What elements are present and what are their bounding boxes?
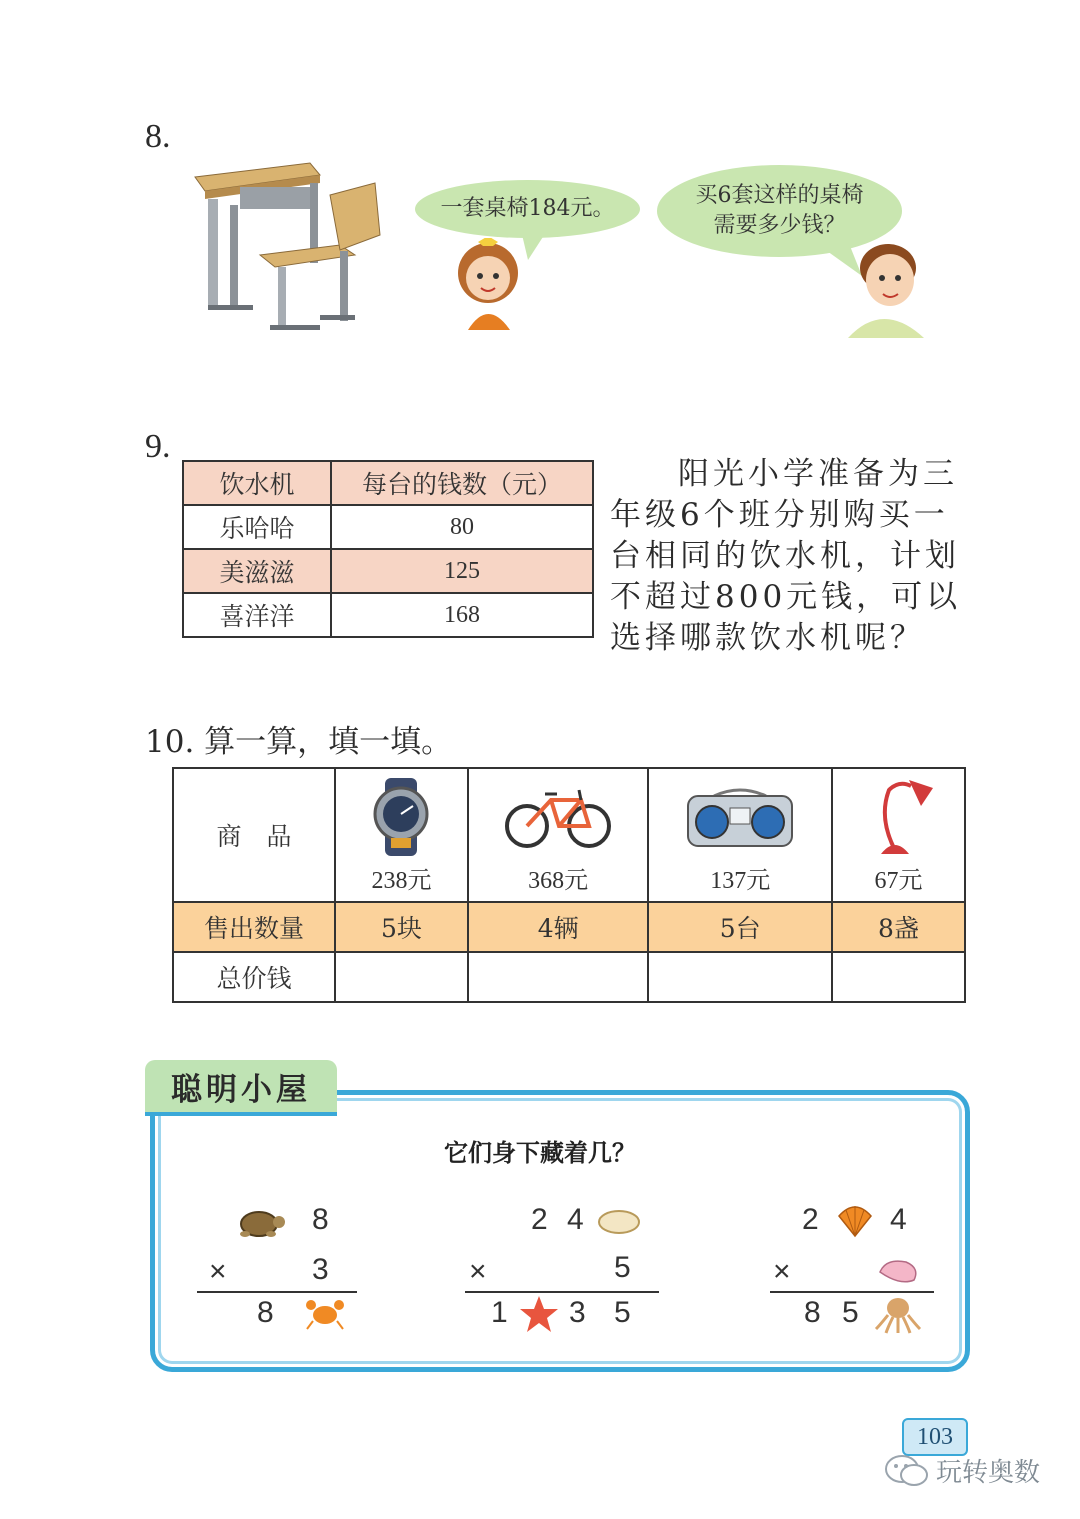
question-9-number: 9. xyxy=(145,428,171,465)
dispenser-name: 美滋滋 xyxy=(183,549,331,593)
girl-speech-text: 一套桌椅184元。 xyxy=(440,196,615,221)
p2-result-digit-3: 3 xyxy=(569,1296,586,1329)
p2-multiplier: 5 xyxy=(614,1251,631,1284)
goods-cell xyxy=(335,768,468,902)
turtle-icon xyxy=(235,1204,287,1240)
lamp-total-blank xyxy=(832,952,965,1002)
goods-cell xyxy=(468,768,648,902)
watch-total-blank xyxy=(335,952,468,1002)
p2-multiply-sign: × xyxy=(469,1255,487,1288)
quantity-row xyxy=(173,902,965,952)
question-9-line: 阳光小学准备为三 xyxy=(678,456,958,492)
bicycle-total-blank xyxy=(468,952,648,1002)
p1-line xyxy=(197,1291,357,1293)
question-9-line: 台相同的饮水机，计划 xyxy=(610,538,960,574)
starfish-icon xyxy=(519,1294,559,1334)
boy-character-icon xyxy=(838,238,928,338)
radio-icon xyxy=(684,784,796,850)
clever-corner-title: 聪明小屋 xyxy=(145,1060,337,1116)
p1-top-digit: 8 xyxy=(312,1203,329,1236)
total-row xyxy=(173,952,965,1002)
conch-icon xyxy=(876,1256,922,1286)
watermark xyxy=(884,1452,1040,1489)
water-dispenser-table xyxy=(182,460,594,638)
p3-top-digit-1: 2 xyxy=(802,1203,819,1236)
question-8-number: 8. xyxy=(145,118,171,155)
question-10-title: 10. 算一算，填一填。 xyxy=(145,724,453,760)
bicycle-icon xyxy=(503,780,613,850)
table-row xyxy=(183,549,593,593)
desk-chair-image xyxy=(190,155,385,340)
p1-multiply-sign: × xyxy=(209,1255,227,1288)
p1-multiplier: 3 xyxy=(312,1253,329,1286)
octopus-icon xyxy=(874,1295,922,1335)
puzzle-3 xyxy=(770,1200,935,1340)
watch-quantity: 5块 xyxy=(335,902,468,952)
p2-result-digit-1: 1 xyxy=(491,1296,508,1329)
p1-result-digit: 8 xyxy=(257,1296,274,1329)
table-row xyxy=(183,505,593,549)
page-number: 103 xyxy=(902,1418,968,1456)
clever-corner-question: 它们身下藏着几？ xyxy=(444,1139,636,1167)
watch-price: 238元 xyxy=(371,868,432,894)
dispenser-price: 168 xyxy=(331,593,593,637)
goods-table xyxy=(172,767,966,1003)
goods-cell xyxy=(832,768,965,902)
puzzle-2 xyxy=(465,1200,660,1340)
p2-line xyxy=(465,1291,659,1293)
p3-line xyxy=(770,1291,934,1293)
p3-result-digit-2: 5 xyxy=(842,1296,859,1329)
p2-result-digit-4: 5 xyxy=(614,1296,631,1329)
p3-multiply-sign: × xyxy=(773,1255,791,1288)
lamp-price: 67元 xyxy=(874,868,923,894)
question-9-text xyxy=(610,454,990,659)
dispenser-name: 喜洋洋 xyxy=(183,593,331,637)
puzzle-1 xyxy=(195,1200,360,1340)
table-row xyxy=(183,593,593,637)
dispenser-price: 125 xyxy=(331,549,593,593)
p2-top-digit-2: 4 xyxy=(567,1203,584,1236)
radio-price: 137元 xyxy=(710,868,771,894)
p3-result-digit-1: 8 xyxy=(804,1296,821,1329)
radio-quantity: 5台 xyxy=(648,902,832,952)
goods-row xyxy=(173,768,965,902)
crab-icon xyxy=(305,1297,345,1331)
dispenser-price: 80 xyxy=(331,505,593,549)
lamp-icon xyxy=(859,776,939,858)
radio-total-blank xyxy=(648,952,832,1002)
question-9-line: 选择哪款饮水机呢？ xyxy=(610,620,925,656)
watermark-text: 玩转奥数 xyxy=(936,1458,1041,1488)
table-header-price: 每台的钱数（元） xyxy=(331,461,593,505)
row-label-goods: 商 品 xyxy=(173,768,335,902)
girl-character-icon xyxy=(448,238,533,333)
dispenser-name: 乐哈哈 xyxy=(183,505,331,549)
wechat-icon xyxy=(884,1453,930,1489)
question-9-line: 不超过800元钱，可以 xyxy=(610,579,962,615)
shell-icon xyxy=(597,1208,641,1236)
row-label-quantity: 售出数量 xyxy=(173,902,335,952)
p2-top-digit-1: 2 xyxy=(531,1203,548,1236)
row-label-total: 总价钱 xyxy=(173,952,335,1002)
p3-top-digit-3: 4 xyxy=(890,1203,907,1236)
table-header-dispenser: 饮水机 xyxy=(183,461,331,505)
boy-speech-line1: 买6套这样的桌椅 xyxy=(695,183,864,208)
boy-speech-line2: 需要多少钱？ xyxy=(713,213,846,238)
watch-icon xyxy=(361,776,441,858)
goods-cell xyxy=(648,768,832,902)
scallop-icon xyxy=(836,1202,874,1238)
bicycle-quantity: 4辆 xyxy=(468,902,648,952)
lamp-quantity: 8盏 xyxy=(832,902,965,952)
question-9-line: 年级6个班分别购买一 xyxy=(610,497,949,533)
bicycle-price: 368元 xyxy=(528,868,589,894)
